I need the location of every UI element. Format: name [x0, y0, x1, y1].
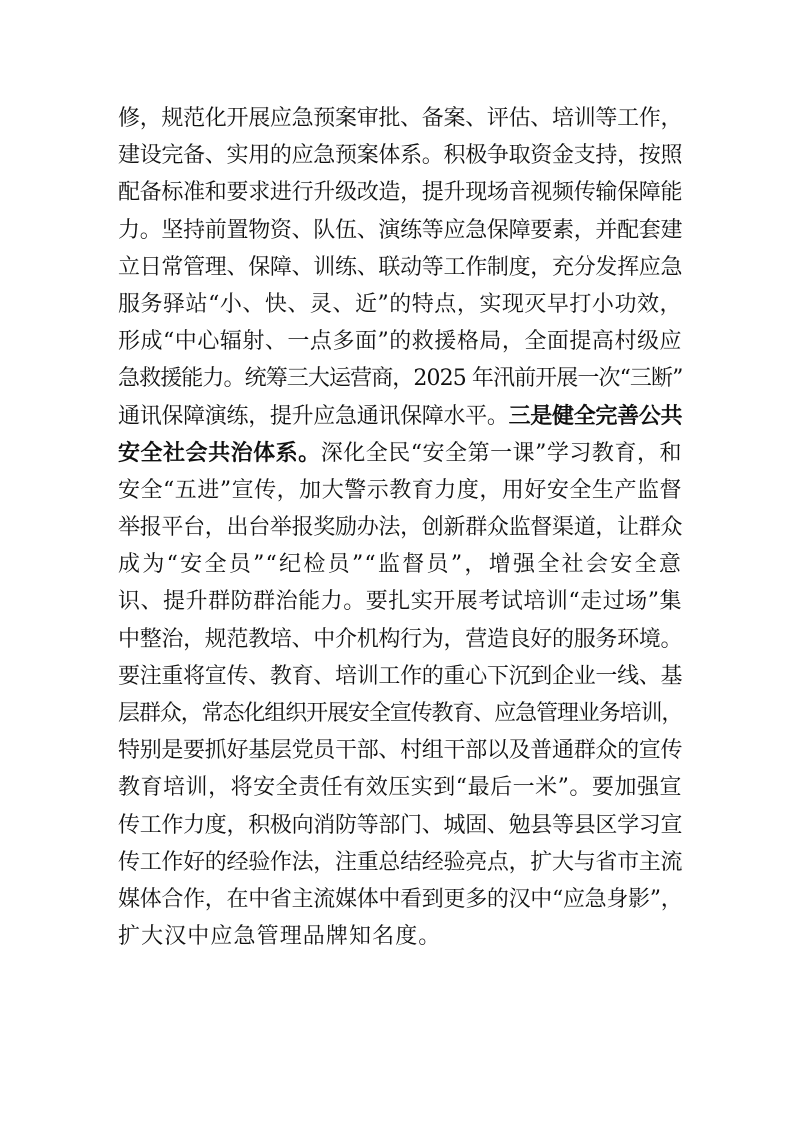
text-line: 配备标准和要求进行升级改造，提升现场音视频传输保障能 [118, 180, 683, 206]
text-line: 举报平台，出台举报奖励办法，创新群众监督渠道，让群众 [118, 515, 683, 541]
text-line: 力。坚持前置物资、队伍、演练等应急保障要素，并配套建 [118, 217, 683, 243]
section-heading-bold: 三是健全完善公共 [508, 403, 683, 429]
body-paragraph [118, 100, 682, 955]
text-line: 安全“五进”宣传，加大警示教育力度，用好安全生产监督 [118, 477, 682, 503]
text-line: 安全社会共治体系。深化全民“安全第一课”学习教育，和 [118, 440, 682, 466]
text-line: 形成“中心辐射、一点多面”的救援格局，全面提高村级应 [118, 329, 682, 355]
text-line: 服务驿站“小、快、灵、近”的特点，实现灭早打小功效， [118, 291, 682, 317]
text-line: 修，规范化开展应急预案审批、备案、评估、培训等工作， [118, 106, 683, 131]
section-heading-bold: 安全社会共治体系。 [118, 440, 321, 466]
text-line: 中整治，规范教培、中介机构行为，营造良好的服务环境。 [118, 626, 683, 652]
text-line: 识、提升群防群治能力。要扎实开展考试培训“走过场”集 [118, 589, 682, 615]
text-line: 急救援能力。统筹三大运营商，2025 年汛前开展一次“三断” [118, 366, 683, 392]
text-line: 成为“安全员”“纪检员”“监督员”，增强全社会安全意 [118, 552, 682, 578]
text-line: 建设完备、实用的应急预案体系。积极争取资金支持，按照 [118, 143, 683, 169]
text-line: 特别是要抓好基层党员干部、村组干部以及普通群众的宣传 [118, 738, 683, 764]
text-line: 扩大汉中应急管理品牌知名度。 [118, 924, 442, 950]
text-line: 通讯保障演练，提升应急通讯保障水平。三是健全完善公共 [118, 403, 683, 429]
text-line: 层群众，常态化组织开展安全宣传教育、应急管理业务培训， [118, 701, 683, 726]
text-line: 传工作好的经验作法，注重总结经验亮点，扩大与省市主流 [118, 849, 683, 875]
text-line: 教育培训，将安全责任有效压实到“最后一米”。要加强宣 [118, 775, 682, 801]
text-line: 立日常管理、保障、训练、联动等工作制度，充分发挥应急 [118, 254, 683, 280]
text-line: 传工作力度，积极向消防等部门、城固、勉县等县区学习宣 [118, 812, 683, 838]
text-line: 媒体合作，在中省主流媒体中看到更多的汉中“应急身影”， [118, 886, 683, 912]
text-line: 要注重将宣传、教育、培训工作的重心下沉到企业一线、基 [118, 663, 683, 689]
